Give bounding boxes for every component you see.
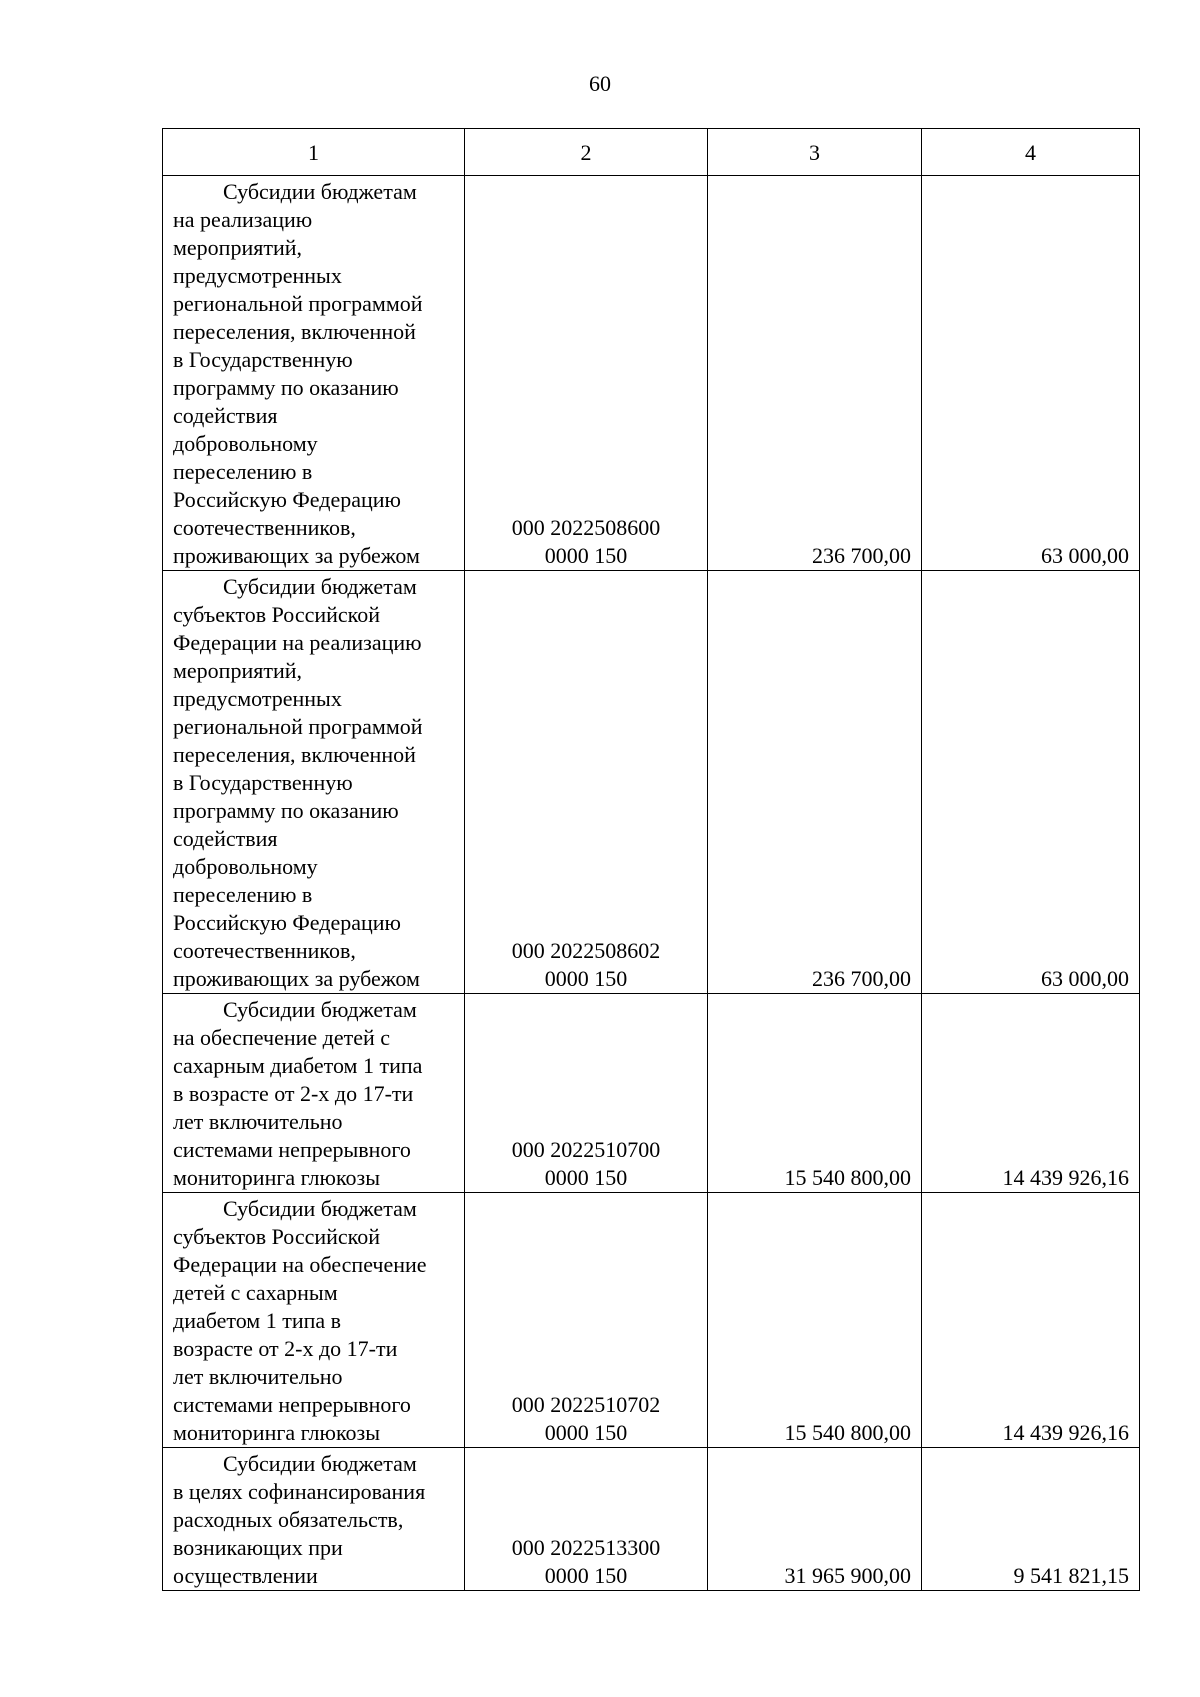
column-header-4: 4 [922, 129, 1140, 176]
row-plan-value: 236 700,00 [708, 176, 922, 571]
row-name: Субсидии бюджетам субъектов Российской Федерации на обеспечение детей с сахарным диабетом 1 типа в возрасте от 2-х до 17-ти лет включительно системами непрерывного мониторинга глюкозы [163, 1193, 465, 1448]
column-header-2: 2 [465, 129, 708, 176]
row-actual-value: 63 000,00 [922, 176, 1140, 571]
row-name: Субсидии бюджетам субъектов Российской Федерации на реализацию мероприятий, предусмотренных региональной программой переселения, включенной в Государственную программу по оказанию содействия добровольному переселению в Российскую Федерацию соотечественников, проживающих за рубежом [163, 571, 465, 994]
page-number: 60 [589, 71, 611, 96]
table-row [163, 571, 1140, 994]
table-row [163, 1448, 1140, 1591]
row-plan-value: 15 540 800,00 [708, 1193, 922, 1448]
row-name: Субсидии бюджетам на реализацию мероприятий, предусмотренных региональной программой переселения, включенной в Государственную программу по оказанию содействия добровольному переселению в Российскую Федерацию соотечественников, проживающих за рубежом [163, 176, 465, 571]
row-plan-value: 31 965 900,00 [708, 1448, 922, 1591]
table-row [163, 994, 1140, 1193]
row-code: 000 2022508600 0000 150 [465, 176, 708, 571]
row-code: 000 2022513300 0000 150 [465, 1448, 708, 1591]
row-plan-value: 15 540 800,00 [708, 994, 922, 1193]
row-actual-value: 14 439 926,16 [922, 994, 1140, 1193]
row-actual-value: 9 541 821,15 [922, 1448, 1140, 1591]
budget-table [162, 128, 1140, 1591]
table-row [163, 1193, 1140, 1448]
row-code: 000 2022510700 0000 150 [465, 994, 708, 1193]
row-code: 000 2022508602 0000 150 [465, 571, 708, 994]
row-actual-value: 63 000,00 [922, 571, 1140, 994]
row-actual-value: 14 439 926,16 [922, 1193, 1140, 1448]
table-header-row [163, 129, 1140, 176]
column-header-1: 1 [163, 129, 465, 176]
row-name: Субсидии бюджетам в целях софинансирования расходных обязательств, возникающих при осуществлении [163, 1448, 465, 1591]
table-row [163, 176, 1140, 571]
row-name: Субсидии бюджетам на обеспечение детей с сахарным диабетом 1 типа в возрасте от 2-х до 17-ти лет включительно системами непрерывного мониторинга глюкозы [163, 994, 465, 1193]
column-header-3: 3 [708, 129, 922, 176]
row-plan-value: 236 700,00 [708, 571, 922, 994]
row-code: 000 2022510702 0000 150 [465, 1193, 708, 1448]
